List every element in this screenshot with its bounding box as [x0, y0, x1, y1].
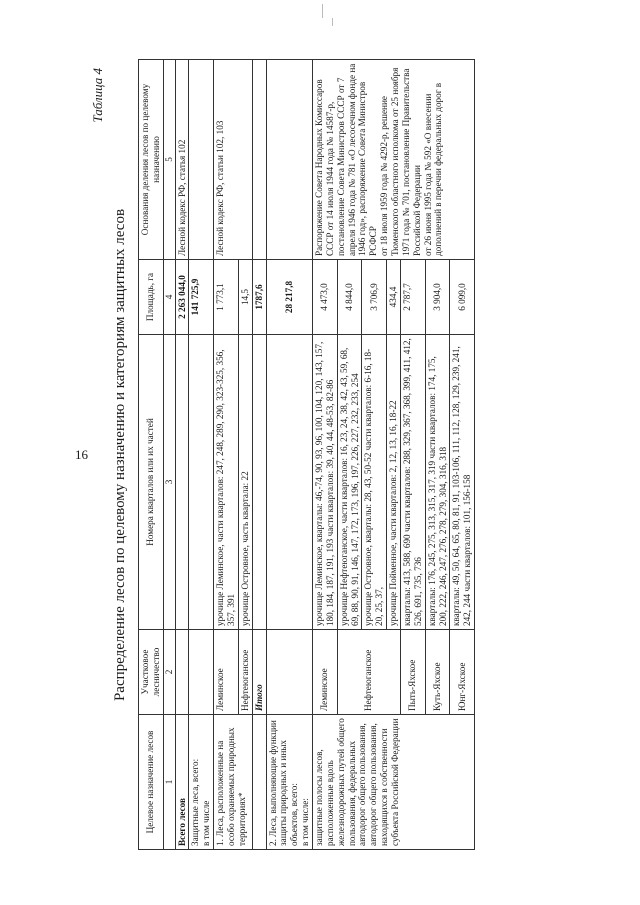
header-quarters: Номера кварталов или их частей — [139, 335, 164, 630]
row-name: защитные полосы лесов, расположенные вдоль железнодорожных путей общего пользования, федеральных автодорог общего пользования, автодорог общего пользования, находящихся в собственности субъекта Российской Федерации — [313, 715, 475, 850]
row-district: Нефтеюганское — [337, 630, 400, 715]
row-quarters: кварталы: 413, 588, 690 части кварталов: 288, 329, 367, 368, 399, 411, 412, 526, 691, 735, 736 — [401, 335, 426, 630]
column-number: 1 — [163, 715, 175, 850]
itogo-row — [252, 60, 266, 850]
row-area: 1 773,1 — [214, 260, 239, 335]
row-district: Куть-Яхское — [425, 630, 450, 715]
itogo-label: Итого — [252, 630, 266, 715]
row-district: Юнг-Яхское — [450, 630, 475, 715]
column-number: 5 — [163, 60, 175, 260]
table-row — [175, 60, 189, 850]
row-area: 141 725,9 — [189, 260, 214, 335]
row-area: 4 473,0 — [313, 260, 338, 335]
column-number-row — [163, 60, 175, 850]
row-quarters: кварталы: 176, 245, 275, 313, 315, 317, 319 части кварталов: 174, 175, 200, 222, 246, 247, 276, 278, 279, 304, 316, 318 — [425, 335, 450, 630]
header-row — [139, 60, 164, 850]
row-area: 2 787,7 — [401, 260, 426, 335]
column-number: 3 — [163, 335, 175, 630]
row-district: Пыть-Яхское — [401, 630, 426, 715]
page-number: 16 — [75, 447, 88, 462]
row-name: 1. Леса, расположенные на особо охраняемых природных территориях* — [214, 715, 253, 850]
row-area: 3 904,0 — [425, 260, 450, 335]
row-quarters: урочище Леминское, кварталы: 46,-74, 90, 93, 96, 100, 104, 120, 143, 157, 180, 184, 187, 191, 193 части кварталов: 39, 40, 44, 48-53, 82-86 — [313, 335, 338, 630]
row-area: 28 217,8 — [266, 260, 312, 335]
table-row — [189, 60, 214, 850]
header-district: Участковое лесничество — [139, 630, 164, 715]
row-district: Леминское — [214, 630, 239, 715]
scan-mark — [332, 18, 333, 26]
table-row — [313, 60, 338, 850]
row-name: Всего лесов — [175, 715, 189, 850]
row-area: 6 099,0 — [450, 260, 475, 335]
column-number: 2 — [163, 630, 175, 715]
row-area: 14,5 — [238, 260, 252, 335]
header-area: Площадь, га — [139, 260, 164, 335]
row-district: Нефтеюганское — [238, 630, 252, 715]
row-area: 4 844,0 — [337, 260, 362, 335]
row-quarters: кварталы: 49, 50, 64, 65, 80, 81, 91, 103-106, 111, 112, 128, 129, 239, 241, 242, 244 части кварталов: 101, 156-158 — [450, 335, 475, 630]
header-purpose: Целевое назначение лесов — [139, 715, 164, 850]
row-quarters: урочище Пойменное, части кварталов: 2, 12, 13, 16, 18-22 — [387, 335, 401, 630]
row-district: Леминское — [313, 630, 338, 715]
row-quarters: урочище Островное, часть квартала: 22 — [238, 335, 252, 630]
row-basis: Распоряжение Совета Народных Комиссаров СССР от 14 июля 1944 года № 14587-р, постановление Совета Министров СССР от 7 апреля 1946 года № 781 «О лесосечном фонде на 1946 год», распоряжение Совета Министров РСФСР от 18 июля 1959 года № 4292-р, решение Тюменского областного исполкома от 25 ноября 1971 года № 701, постановление Правительства Российской Федерации от 26 июня 1995 года № 592 «О внесении дополнений в перечни федеральных дорог в — [313, 60, 475, 260]
table-row — [214, 60, 239, 850]
row-basis: Лесной кодекс РФ, статьи 102, 103 — [214, 60, 253, 260]
table-label: Таблица 4 — [90, 68, 105, 123]
row-quarters: урочище Леминское, части кварталов: 247, 248, 289, 290, 323-325, 356, 357, 391 — [214, 335, 239, 630]
row-area: 3 706,9 — [362, 260, 387, 335]
row-basis: Лесной кодекс РФ, статья 102 — [175, 60, 189, 260]
table-title: Распределение лесов по целевому назначению и категориям защитных лесов — [112, 208, 128, 702]
row-quarters: урочище Островное, кварталы: 28, 43, 50-52 части кварталов: 6-16, 18-20, 25, 37, — [362, 335, 387, 630]
column-number: 4 — [163, 260, 175, 335]
table-row — [266, 60, 312, 850]
row-area: 2 263 044,0 — [175, 260, 189, 335]
rotated-page-content — [90, 60, 610, 850]
row-name: 2. Леса, выполняющие функции защиты природных и иных объектов, всего: в том числе: — [266, 715, 312, 850]
scan-mark — [322, 4, 323, 18]
itogo-area: 1787,6 — [252, 260, 266, 335]
forest-distribution-table — [138, 59, 475, 850]
header-basis: Основания деления лесов по целевому назначению — [139, 60, 164, 260]
row-area: 434,4 — [387, 260, 401, 335]
row-quarters: урочище Нефтеюганское, части кварталов: 16, 23, 24, 38, 42, 43, 59, 68, 69, 88, 90, 91, 146, 147, 172, 173, 196, 197, 226, 227, 232, 233, 254 — [337, 335, 362, 630]
row-name: Защитные леса, всего: в том числе — [189, 715, 214, 850]
